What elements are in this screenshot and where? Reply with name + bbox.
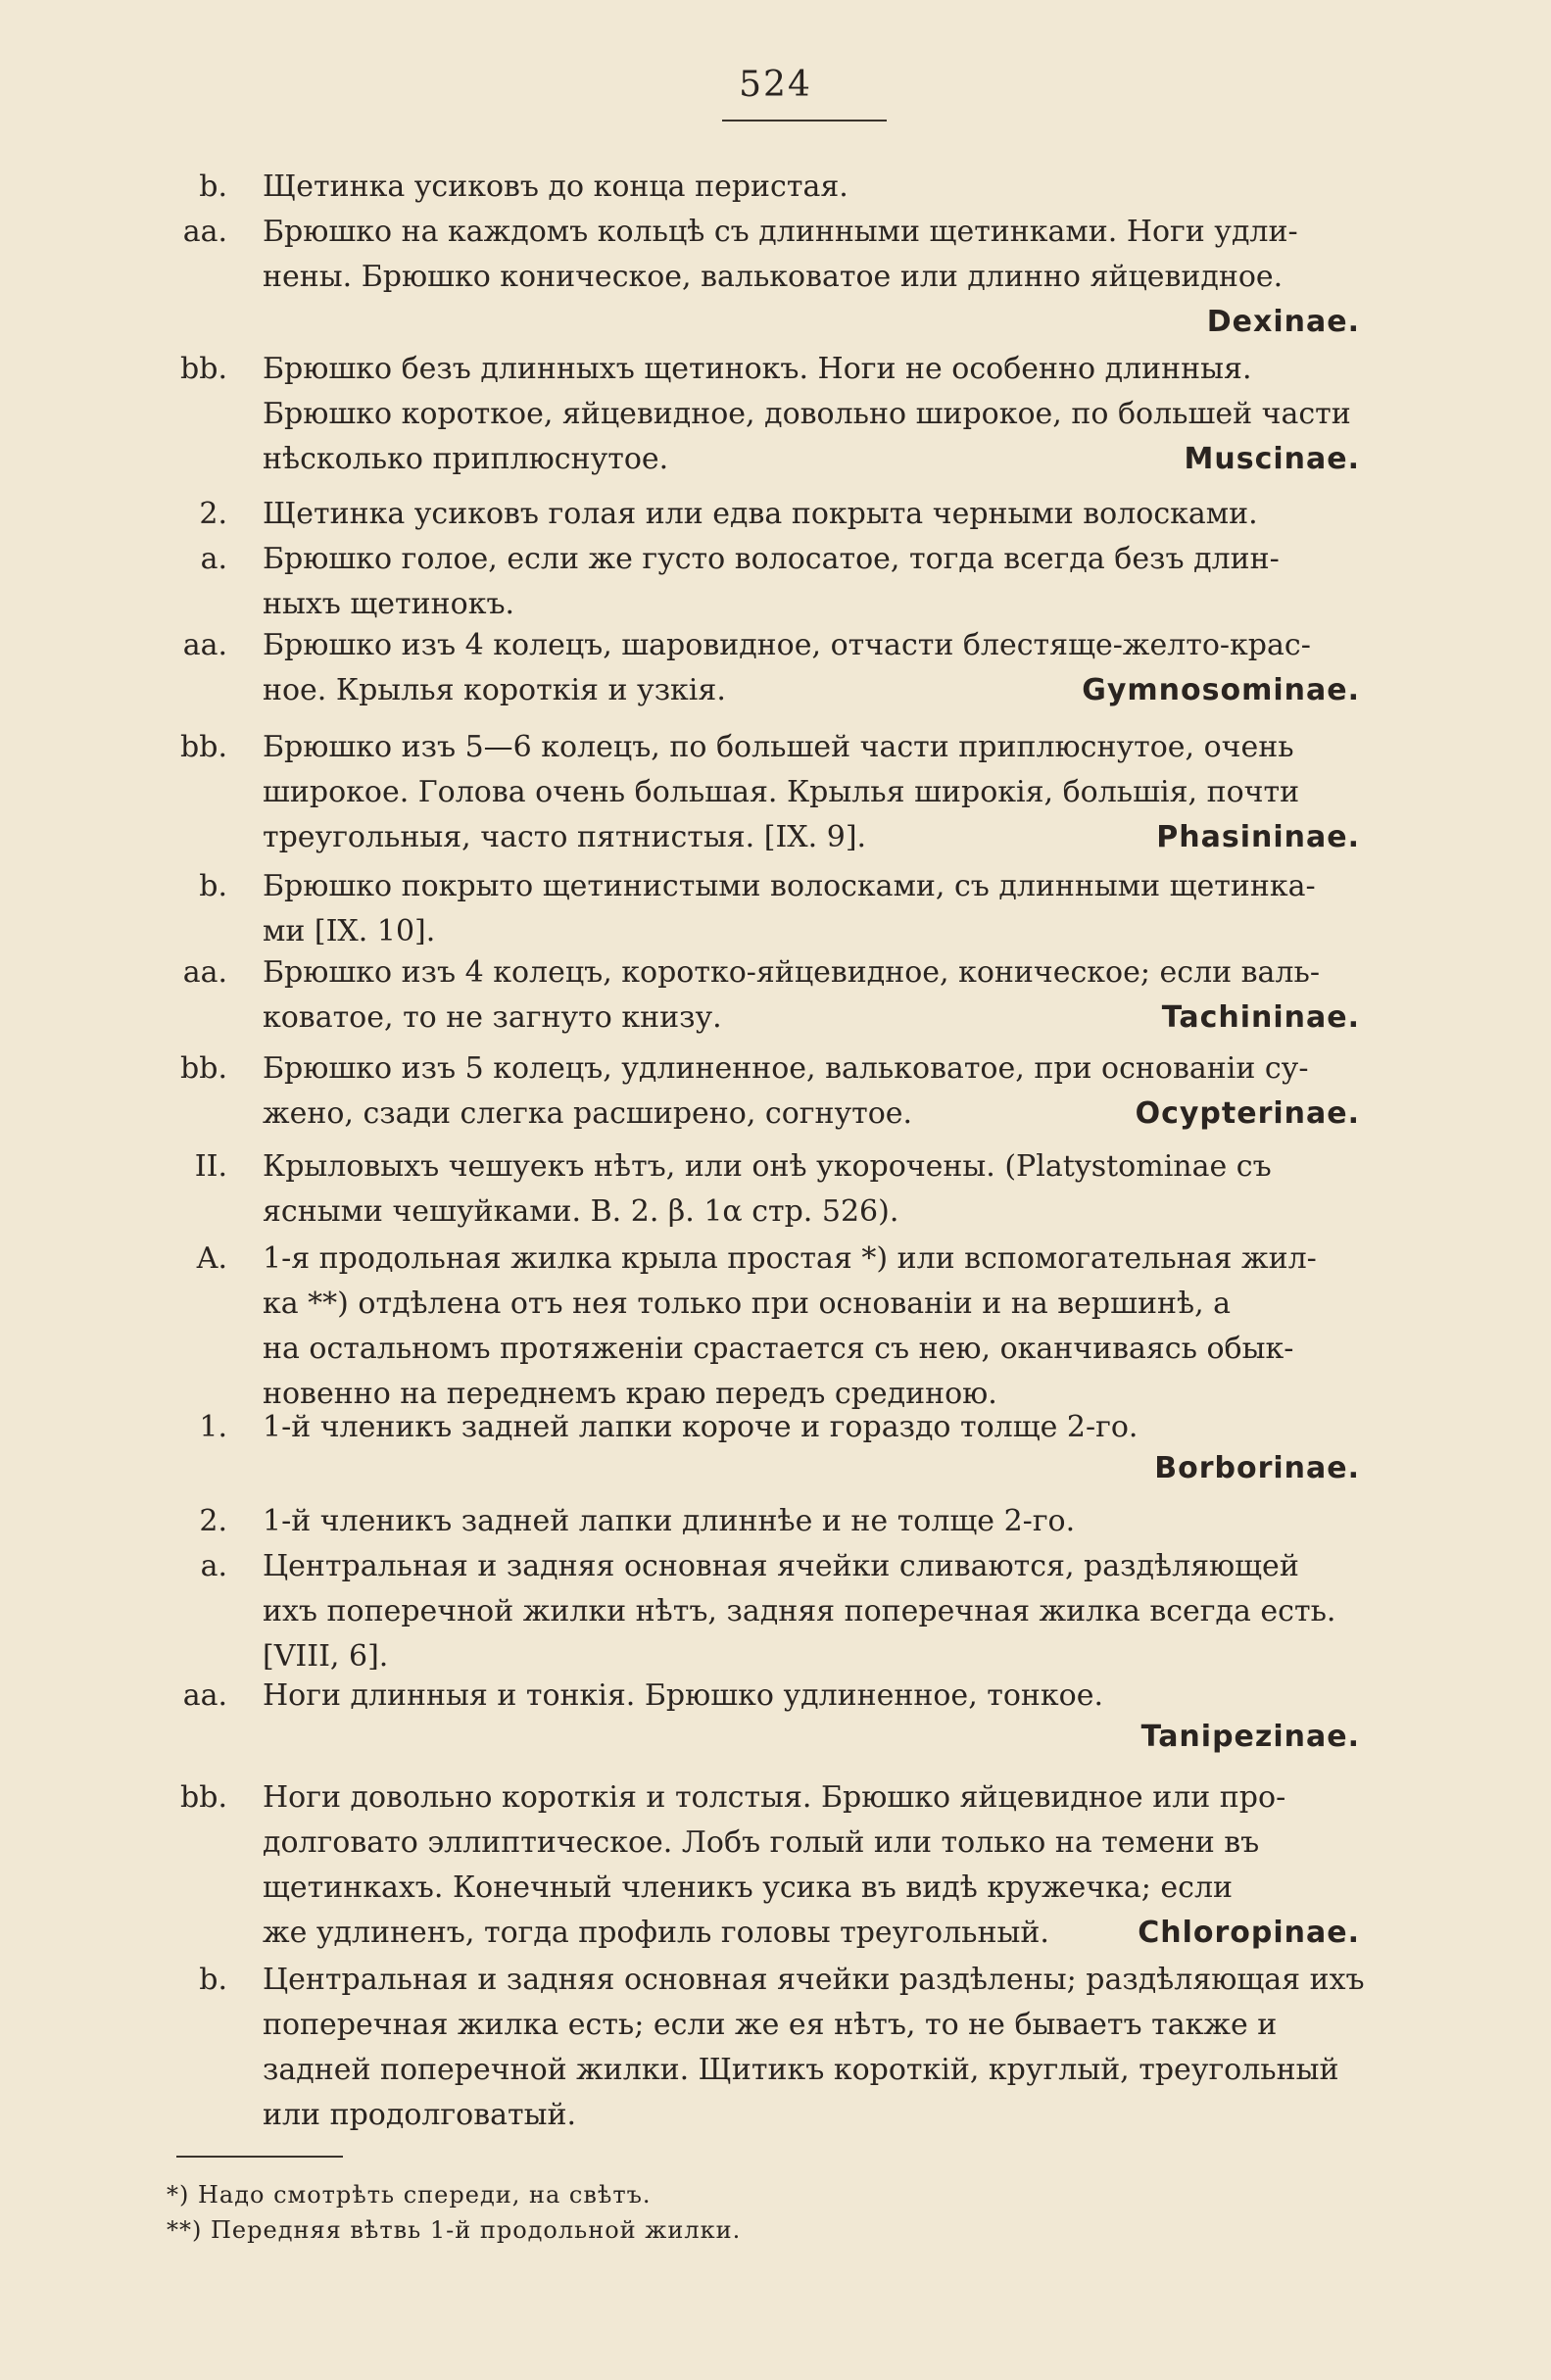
footnote: *) Надо смотрѣть спереди, на свѣтъ.: [167, 2181, 652, 2209]
entry-marker: 1.: [199, 1410, 227, 1444]
entry-line: Крыловыхъ чешуекъ нѣтъ, или онѣ укорочены. (Platystominae съ: [263, 1149, 1272, 1184]
taxon-name: Tanipezinae.: [1140, 1720, 1360, 1754]
entry-marker: bb.: [180, 730, 227, 764]
entry-line: Брюшко покрыто щетинистыми волосками, съ длинными щетинка-: [263, 869, 1316, 903]
page-number-rule: [722, 120, 887, 121]
entry-line: Брюшко изъ 5 колецъ, удлиненное, вальковатое, при основанiи су-: [263, 1051, 1309, 1086]
entry-marker: 2.: [199, 497, 227, 531]
entry-line: поперечная жилка есть; если же ея нѣтъ, то не бываетъ также и: [263, 2008, 1278, 2042]
page-number: 524: [739, 65, 812, 105]
taxon-name: Chloropinae.: [1138, 1916, 1360, 1950]
entry-line: ка **) отдѣлена отъ нея только при основанiи и на вершинѣ, а: [263, 1287, 1232, 1321]
entry-line: 1-й членикъ задней лапки короче и гораздо толще 2-го.: [263, 1410, 1139, 1444]
taxon-name: Borborinae.: [1154, 1451, 1360, 1485]
entry-marker: aa.: [182, 1678, 227, 1713]
entry-line: Ноги длинныя и тонкія. Брюшко удлиненное, тонкое.: [263, 1678, 1104, 1713]
entry-marker: aa.: [182, 628, 227, 662]
entry-marker: aa.: [182, 955, 227, 990]
entry-line: ихъ поперечной жилки нѣтъ, задняя поперечная жилка всегда есть.: [263, 1594, 1336, 1628]
entry-line: 1-й членикъ задней лапки длиннѣе и не толще 2-го.: [263, 1504, 1076, 1538]
entry-marker: b.: [199, 170, 227, 204]
footnote-rule: [176, 2156, 343, 2158]
entry-line: 1-я продольная жилка крыла простая *) или вспомогательная жил-: [263, 1241, 1317, 1276]
entry-line: Щетинка усиковъ до конца перистая.: [263, 170, 848, 204]
entry-line: Брюшко изъ 5—6 колецъ, по большей части приплюснутое, очень: [263, 730, 1294, 764]
entry-marker: 2.: [199, 1504, 227, 1538]
entry-line: жено, сзади слегка расширено, согнутое.: [263, 1096, 913, 1131]
entry-marker: b.: [199, 869, 227, 903]
entry-marker: bb.: [180, 352, 227, 386]
entry-line: Брюшко короткое, яйцевидное, довольно широкое, по большей части: [263, 397, 1351, 431]
entry-marker: aa.: [182, 215, 227, 249]
entry-line: на остальномъ протяженiи срастается съ нею, оканчиваясь обык-: [263, 1332, 1294, 1366]
entry-line: ныхъ щетинокъ.: [263, 587, 515, 621]
entry-marker: b.: [199, 1963, 227, 1997]
entry-line: ми [IX. 10].: [263, 914, 436, 948]
entry-line: щетинкахъ. Конечный членикъ усика въ видѣ кружечка; если: [263, 1870, 1234, 1905]
taxon-name: Muscinae.: [1184, 442, 1360, 476]
entry-marker: II.: [194, 1149, 227, 1184]
entry-line: широкое. Голова очень большая. Крылья широкія, большія, почти: [263, 775, 1300, 809]
entry-marker: bb.: [180, 1051, 227, 1086]
footnote: **) Передняя вѣтвь 1-й продольной жилки.: [167, 2216, 742, 2244]
entry-line: коватое, то не загнуто книзу.: [263, 1000, 722, 1035]
taxon-name: Phasininae.: [1156, 820, 1360, 854]
entry-line: Ноги довольно короткія и толстыя. Брюшко яйцевидное или про-: [263, 1780, 1286, 1815]
entry-marker: a.: [200, 542, 227, 576]
entry-line: [VIII, 6].: [263, 1639, 389, 1674]
entry-line: же удлиненъ, тогда профиль головы треугольный.: [263, 1916, 1049, 1950]
entry-line: треугольныя, часто пятнистыя. [IX. 9].: [263, 820, 867, 854]
entry-line: нены. Брюшко коническое, вальковатое или длинно яйцевидное.: [263, 260, 1284, 294]
entry-line: Брюшко изъ 4 колецъ, шаровидное, отчасти блестяще-желто-крас-: [263, 628, 1311, 662]
entry-line: Брюшко безъ длинныхъ щетинокъ. Ноги не особенно длинныя.: [263, 352, 1252, 386]
taxon-name: Tachininae.: [1161, 1000, 1360, 1035]
entry-line: или продолговатый.: [263, 2098, 576, 2132]
entry-line: задней поперечной жилки. Щитикъ короткій, круглый, треугольный: [263, 2053, 1339, 2087]
entry-line: ное. Крылья короткія и узкія.: [263, 673, 726, 707]
entry-line: Брюшко изъ 4 колецъ, коротко-яйцевидное, коническое; если валь-: [263, 955, 1320, 990]
entry-line: Центральная и задняя основная ячейки сливаются, раздѣляющей: [263, 1549, 1299, 1583]
entry-line: Щетинка усиковъ голая или едва покрыта черными волосками.: [263, 497, 1258, 531]
entry-line: ясными чешуйками. B. 2. β. 1α стр. 526).: [263, 1194, 899, 1229]
entry-line: нѣсколько приплюснутое.: [263, 442, 669, 476]
entry-marker: bb.: [180, 1780, 227, 1815]
entry-line: долговато эллиптическое. Лобъ голый или только на темени въ: [263, 1825, 1260, 1860]
entry-line: Брюшко на каждомъ кольцѣ съ длинными щетинками. Ноги удли-: [263, 215, 1298, 249]
entry-line: Центральная и задняя основная ячейки раздѣлены; раздѣляющая ихъ: [263, 1963, 1365, 1997]
entry-marker: A.: [196, 1241, 227, 1276]
entry-marker: a.: [200, 1549, 227, 1583]
entry-line: новенно на переднемъ краю передъ срединою.: [263, 1377, 997, 1411]
entry-line: Брюшко голое, если же густо волосатое, тогда всегда безъ длин-: [263, 542, 1280, 576]
taxon-name: Ocypterinae.: [1135, 1096, 1360, 1131]
taxon-name: Gymnosominae.: [1082, 673, 1360, 707]
taxon-name: Dexinae.: [1206, 305, 1360, 339]
